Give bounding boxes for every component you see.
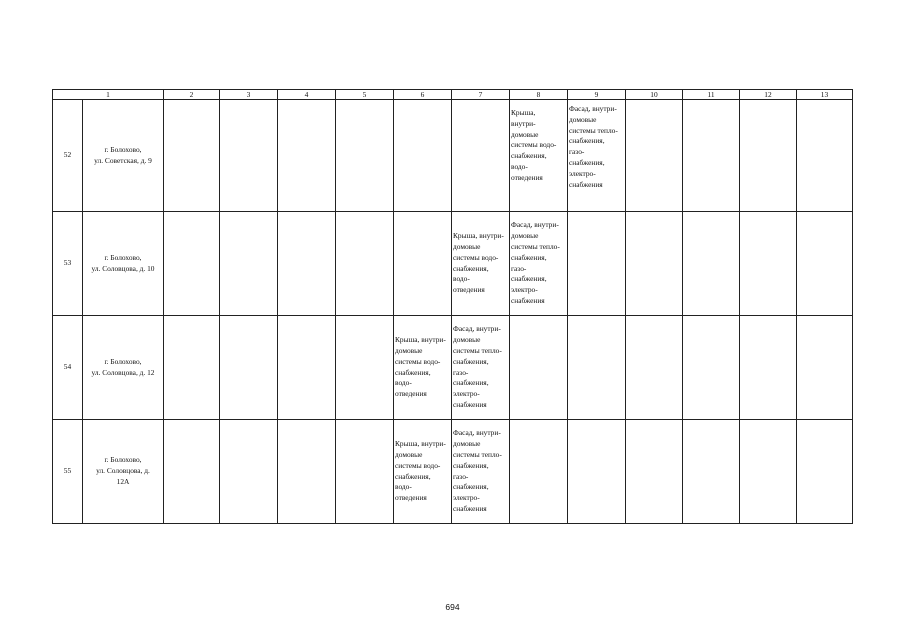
table-row <box>53 420 853 524</box>
cell-col-11 <box>683 212 740 316</box>
cell-col-6 <box>394 100 452 212</box>
page-number: 694 <box>445 602 460 612</box>
cell-col-7-works: Фасад, внутри- домовые системы тепло- снабжения, газо- снабжения, электро- снабжения <box>452 420 510 524</box>
row-address: г. Болохово, ул. Соловцова, д. 12А <box>83 420 164 524</box>
cell-col-4 <box>278 212 336 316</box>
column-header-8: 8 <box>510 90 568 100</box>
cell-col-12 <box>740 420 797 524</box>
row-number: 54 <box>53 316 83 420</box>
row-number: 52 <box>53 100 83 212</box>
column-header-7: 7 <box>452 90 510 100</box>
cell-col-4 <box>278 316 336 420</box>
cell-col-10 <box>626 316 683 420</box>
row-address: г. Болохово, ул. Советская, д. 9 <box>83 100 164 212</box>
cell-col-11 <box>683 316 740 420</box>
cell-col-5 <box>336 420 394 524</box>
table-row <box>53 316 853 420</box>
column-header-12: 12 <box>740 90 797 100</box>
cell-col-7 <box>452 100 510 212</box>
works-schedule-table <box>52 89 853 524</box>
cell-col-9 <box>568 316 626 420</box>
row-number: 55 <box>53 420 83 524</box>
cell-col-12 <box>740 316 797 420</box>
cell-col-8 <box>510 420 568 524</box>
column-header-1: 1 <box>53 90 164 100</box>
column-number-row <box>53 90 853 100</box>
cell-col-5 <box>336 316 394 420</box>
cell-col-9 <box>568 212 626 316</box>
cell-col-4 <box>278 100 336 212</box>
cell-col-11 <box>683 420 740 524</box>
cell-col-9-works: Фасад, внутри- домовые системы тепло- снабжения, газо- снабжения, электро- снабжения <box>568 100 626 212</box>
cell-col-4 <box>278 420 336 524</box>
column-header-9: 9 <box>568 90 626 100</box>
cell-col-8 <box>510 316 568 420</box>
cell-col-5 <box>336 212 394 316</box>
cell-col-9 <box>568 420 626 524</box>
cell-col-6-works: Крыша, внутри- домовые системы водо- снабжения, водо- отведения <box>394 316 452 420</box>
cell-col-3 <box>220 316 278 420</box>
cell-col-3 <box>220 420 278 524</box>
cell-col-2 <box>164 420 220 524</box>
cell-col-10 <box>626 420 683 524</box>
cell-col-7-works: Фасад, внутри- домовые системы тепло- снабжения, газо- снабжения, электро- снабжения <box>452 316 510 420</box>
cell-col-6-works: Крыша, внутри- домовые системы водо- снабжения, водо- отведения <box>394 420 452 524</box>
cell-col-12 <box>740 212 797 316</box>
cell-col-2 <box>164 100 220 212</box>
table-row <box>53 100 853 212</box>
column-header-10: 10 <box>626 90 683 100</box>
cell-col-8-works: Крыша, внутри- домовые системы водо- снабжения, водо- отведения <box>510 100 568 212</box>
cell-col-13 <box>797 420 853 524</box>
cell-col-2 <box>164 212 220 316</box>
row-address: г. Болохово, ул. Соловцова, д. 10 <box>83 212 164 316</box>
row-address: г. Болохово, ул. Соловцова, д. 12 <box>83 316 164 420</box>
cell-col-10 <box>626 100 683 212</box>
cell-col-7-works: Крыша, внутри- домовые системы водо- снабжения, водо- отведения <box>452 212 510 316</box>
cell-col-3 <box>220 212 278 316</box>
column-header-4: 4 <box>278 90 336 100</box>
column-header-6: 6 <box>394 90 452 100</box>
cell-col-13 <box>797 212 853 316</box>
column-header-5: 5 <box>336 90 394 100</box>
cell-col-6 <box>394 212 452 316</box>
table-row <box>53 212 853 316</box>
cell-col-13 <box>797 100 853 212</box>
cell-col-2 <box>164 316 220 420</box>
column-header-2: 2 <box>164 90 220 100</box>
cell-col-8-works: Фасад, внутри- домовые системы тепло- снабжения, газо- снабжения, электро- снабжения <box>510 212 568 316</box>
row-number: 53 <box>53 212 83 316</box>
cell-col-10 <box>626 212 683 316</box>
cell-col-13 <box>797 316 853 420</box>
cell-col-3 <box>220 100 278 212</box>
cell-col-12 <box>740 100 797 212</box>
column-header-11: 11 <box>683 90 740 100</box>
column-header-3: 3 <box>220 90 278 100</box>
cell-col-5 <box>336 100 394 212</box>
cell-col-11 <box>683 100 740 212</box>
column-header-13: 13 <box>797 90 853 100</box>
